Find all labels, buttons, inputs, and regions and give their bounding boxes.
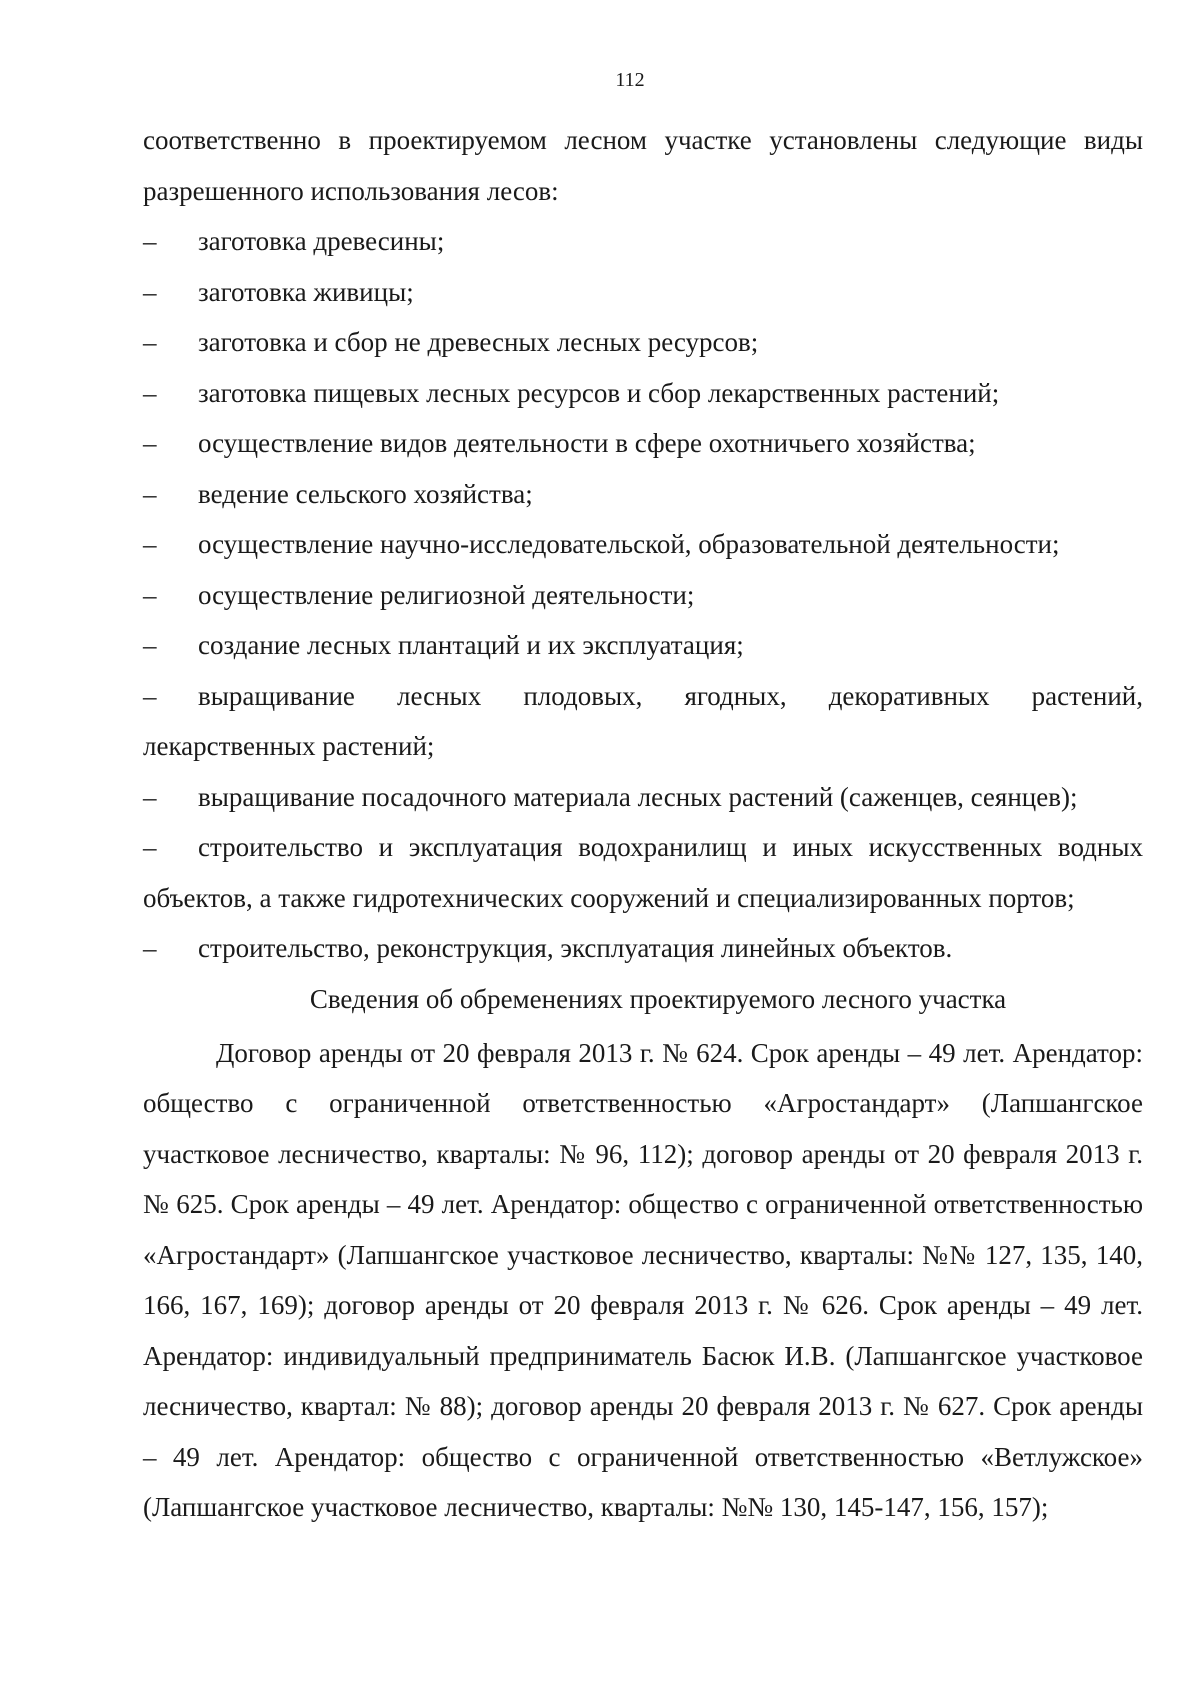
page-content xyxy=(143,115,1143,1533)
dash-marker: – xyxy=(143,630,157,660)
dash-marker: – xyxy=(143,933,157,963)
list-item: – строительство и эксплуатация водохранилищ и иных искусственных водных объектов, а также гидротехнических сооружений и специализированных портов; xyxy=(143,822,1143,923)
dash-marker: – xyxy=(143,428,157,458)
list-item: – осуществление видов деятельности в сфере охотничьего хозяйства; xyxy=(143,418,1143,469)
list-item: – строительство, реконструкция, эксплуатация линейных объектов. xyxy=(143,923,1143,974)
dash-marker: – xyxy=(143,781,157,812)
dash-marker: – xyxy=(143,377,157,408)
permitted-uses-list xyxy=(143,216,1143,974)
dash-marker: – xyxy=(143,226,157,256)
section-heading: Сведения об обременениях проектируемого лесного участка xyxy=(309,983,1007,1014)
page-number: 112 xyxy=(615,69,645,91)
list-item: – ведение сельского хозяйства; xyxy=(143,469,1143,520)
dash-marker: – xyxy=(143,680,157,711)
list-item: – осуществление религиозной деятельности; xyxy=(143,570,1143,621)
list-item: – выращивание посадочного материала лесных растений (саженцев, сеянцев); xyxy=(143,772,1143,823)
list-item: – заготовка живицы; xyxy=(143,267,1143,318)
list-item: – осуществление научно-исследовательской, образовательной деятельности; xyxy=(143,519,1143,570)
dash-marker: – xyxy=(143,276,157,307)
list-item: – создание лесных плантаций и их эксплуатация; xyxy=(143,620,1143,671)
encumbrances-paragraph: Договор аренды от 20 февраля 2013 г. № 624. Срок аренды – 49 лет. Арендатор: общество с ограниченной ответственностью «Агростандарт» (Лапшангское участковое лесничество, кварталы: № 96, 112); договор аренды от 20 февраля 2013 г. № 625. Срок аренды – 49 лет. Арендатор: общество с ограниченной ответственностью «Агростандарт» (Лапшангское участковое лесничество, кварталы: №№ 127, 135, 140, 166, 167, 169); договор аренды от 20 февраля 2013 г. № 626. Срок аренды – 49 лет. Арендатор: индивидуальный предприниматель Басюк И.В. (Лапшангское участковое лесничество, квартал: № 88); договор аренды 20 февраля 2013 г. № 627. Срок аренды – 49 лет. Арендатор: общество с ограниченной ответственностью «Ветлужское» (Лапшангское участковое лесничество, кварталы: №№ 130, 145-147, 156, 157); xyxy=(143,1037,1143,1522)
dash-marker: – xyxy=(143,579,157,610)
list-item: – заготовка и сбор не древесных лесных ресурсов; xyxy=(143,317,1143,368)
intro-paragraph: соответственно в проектируемом лесном участке установлены следующие виды разрешенного использования лесов: xyxy=(143,125,1143,206)
dash-marker: – xyxy=(143,832,157,862)
list-item: – выращивание лесных плодовых, ягодных, декоративных растений, лекарственных растений; xyxy=(143,671,1143,772)
list-item: – заготовка пищевых лесных ресурсов и сбор лекарственных растений; xyxy=(143,368,1143,419)
list-item: – заготовка древесины; xyxy=(143,216,1143,267)
dash-marker: – xyxy=(143,478,157,509)
dash-marker: – xyxy=(143,327,157,357)
dash-marker: – xyxy=(143,529,157,559)
